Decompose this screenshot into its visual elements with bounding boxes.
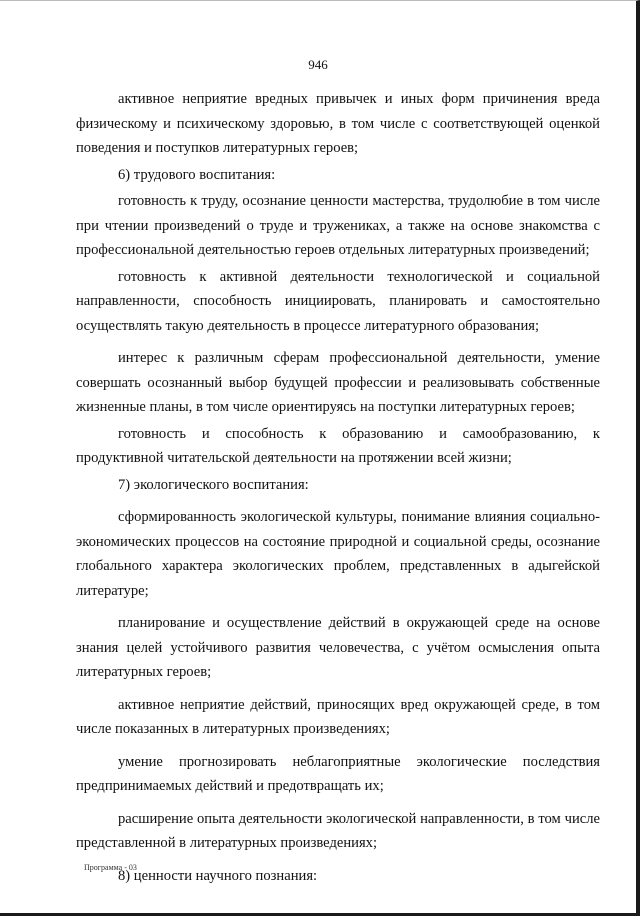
paragraph: активное неприятие действий, приносящих вред окружающей среде, в том числе показанных в литературных произведениях; xyxy=(76,696,600,737)
paragraph: готовность и способность к образованию и самообразованию, к продуктивной читательской деятельности на протяжении всей жизни; xyxy=(76,425,600,466)
page-number: 946 xyxy=(308,57,328,72)
section-heading: 8) ценности научного познания: xyxy=(118,867,318,884)
paragraph: расширение опыта деятельности экологической направленности, в том числе представленной в литературных произведениях; xyxy=(76,810,600,851)
paragraph: готовность к труду, осознание ценности мастерства, трудолюбие в том числе при чтении произведений о труде и тружениках, а также на основе знакомства с профессиональной деятельностью героев отдельных литературных произведений; xyxy=(76,193,600,258)
footer-note: Программа - 03 xyxy=(84,863,137,872)
section-heading: 7) экологического воспитания: xyxy=(118,476,309,493)
paragraph: планирование и осуществление действий в окружающей среде на основе знания целей устойчивого развития человечества, с учётом осмысления опыта литературных героев; xyxy=(76,615,600,680)
section-heading: 6) трудового воспитания: xyxy=(118,166,276,183)
paragraph: интерес к различным сферам профессиональной деятельности, умение совершать осознанный выбор будущей профессии и реализовывать собственные жизненные планы, в том числе ориентируясь на поступки литературных героев; xyxy=(76,350,600,415)
paragraph: сформированность экологической культуры, понимание влияния социально-экономических процессов на состояние природной и социальной среды, осознание глобального характера экологических проблем, представленных в адыгейской литературе; xyxy=(76,509,600,599)
document-body xyxy=(76,87,600,896)
paragraph: готовность к активной деятельности технологической и социальной направленности, способность инициировать, планировать и самостоятельно осуществлять такую деятельность в процессе литературного образования; xyxy=(76,268,600,334)
paragraph: активное неприятие вредных привычек и иных форм причинения вреда физическому и психическому здоровью, в том числе с соответствующей оценкой поведения и поступков литературных героев; xyxy=(76,91,600,156)
paragraph: умение прогнозировать неблагоприятные экологические последствия предпринимаемых действий и предотвращать их; xyxy=(76,753,600,794)
